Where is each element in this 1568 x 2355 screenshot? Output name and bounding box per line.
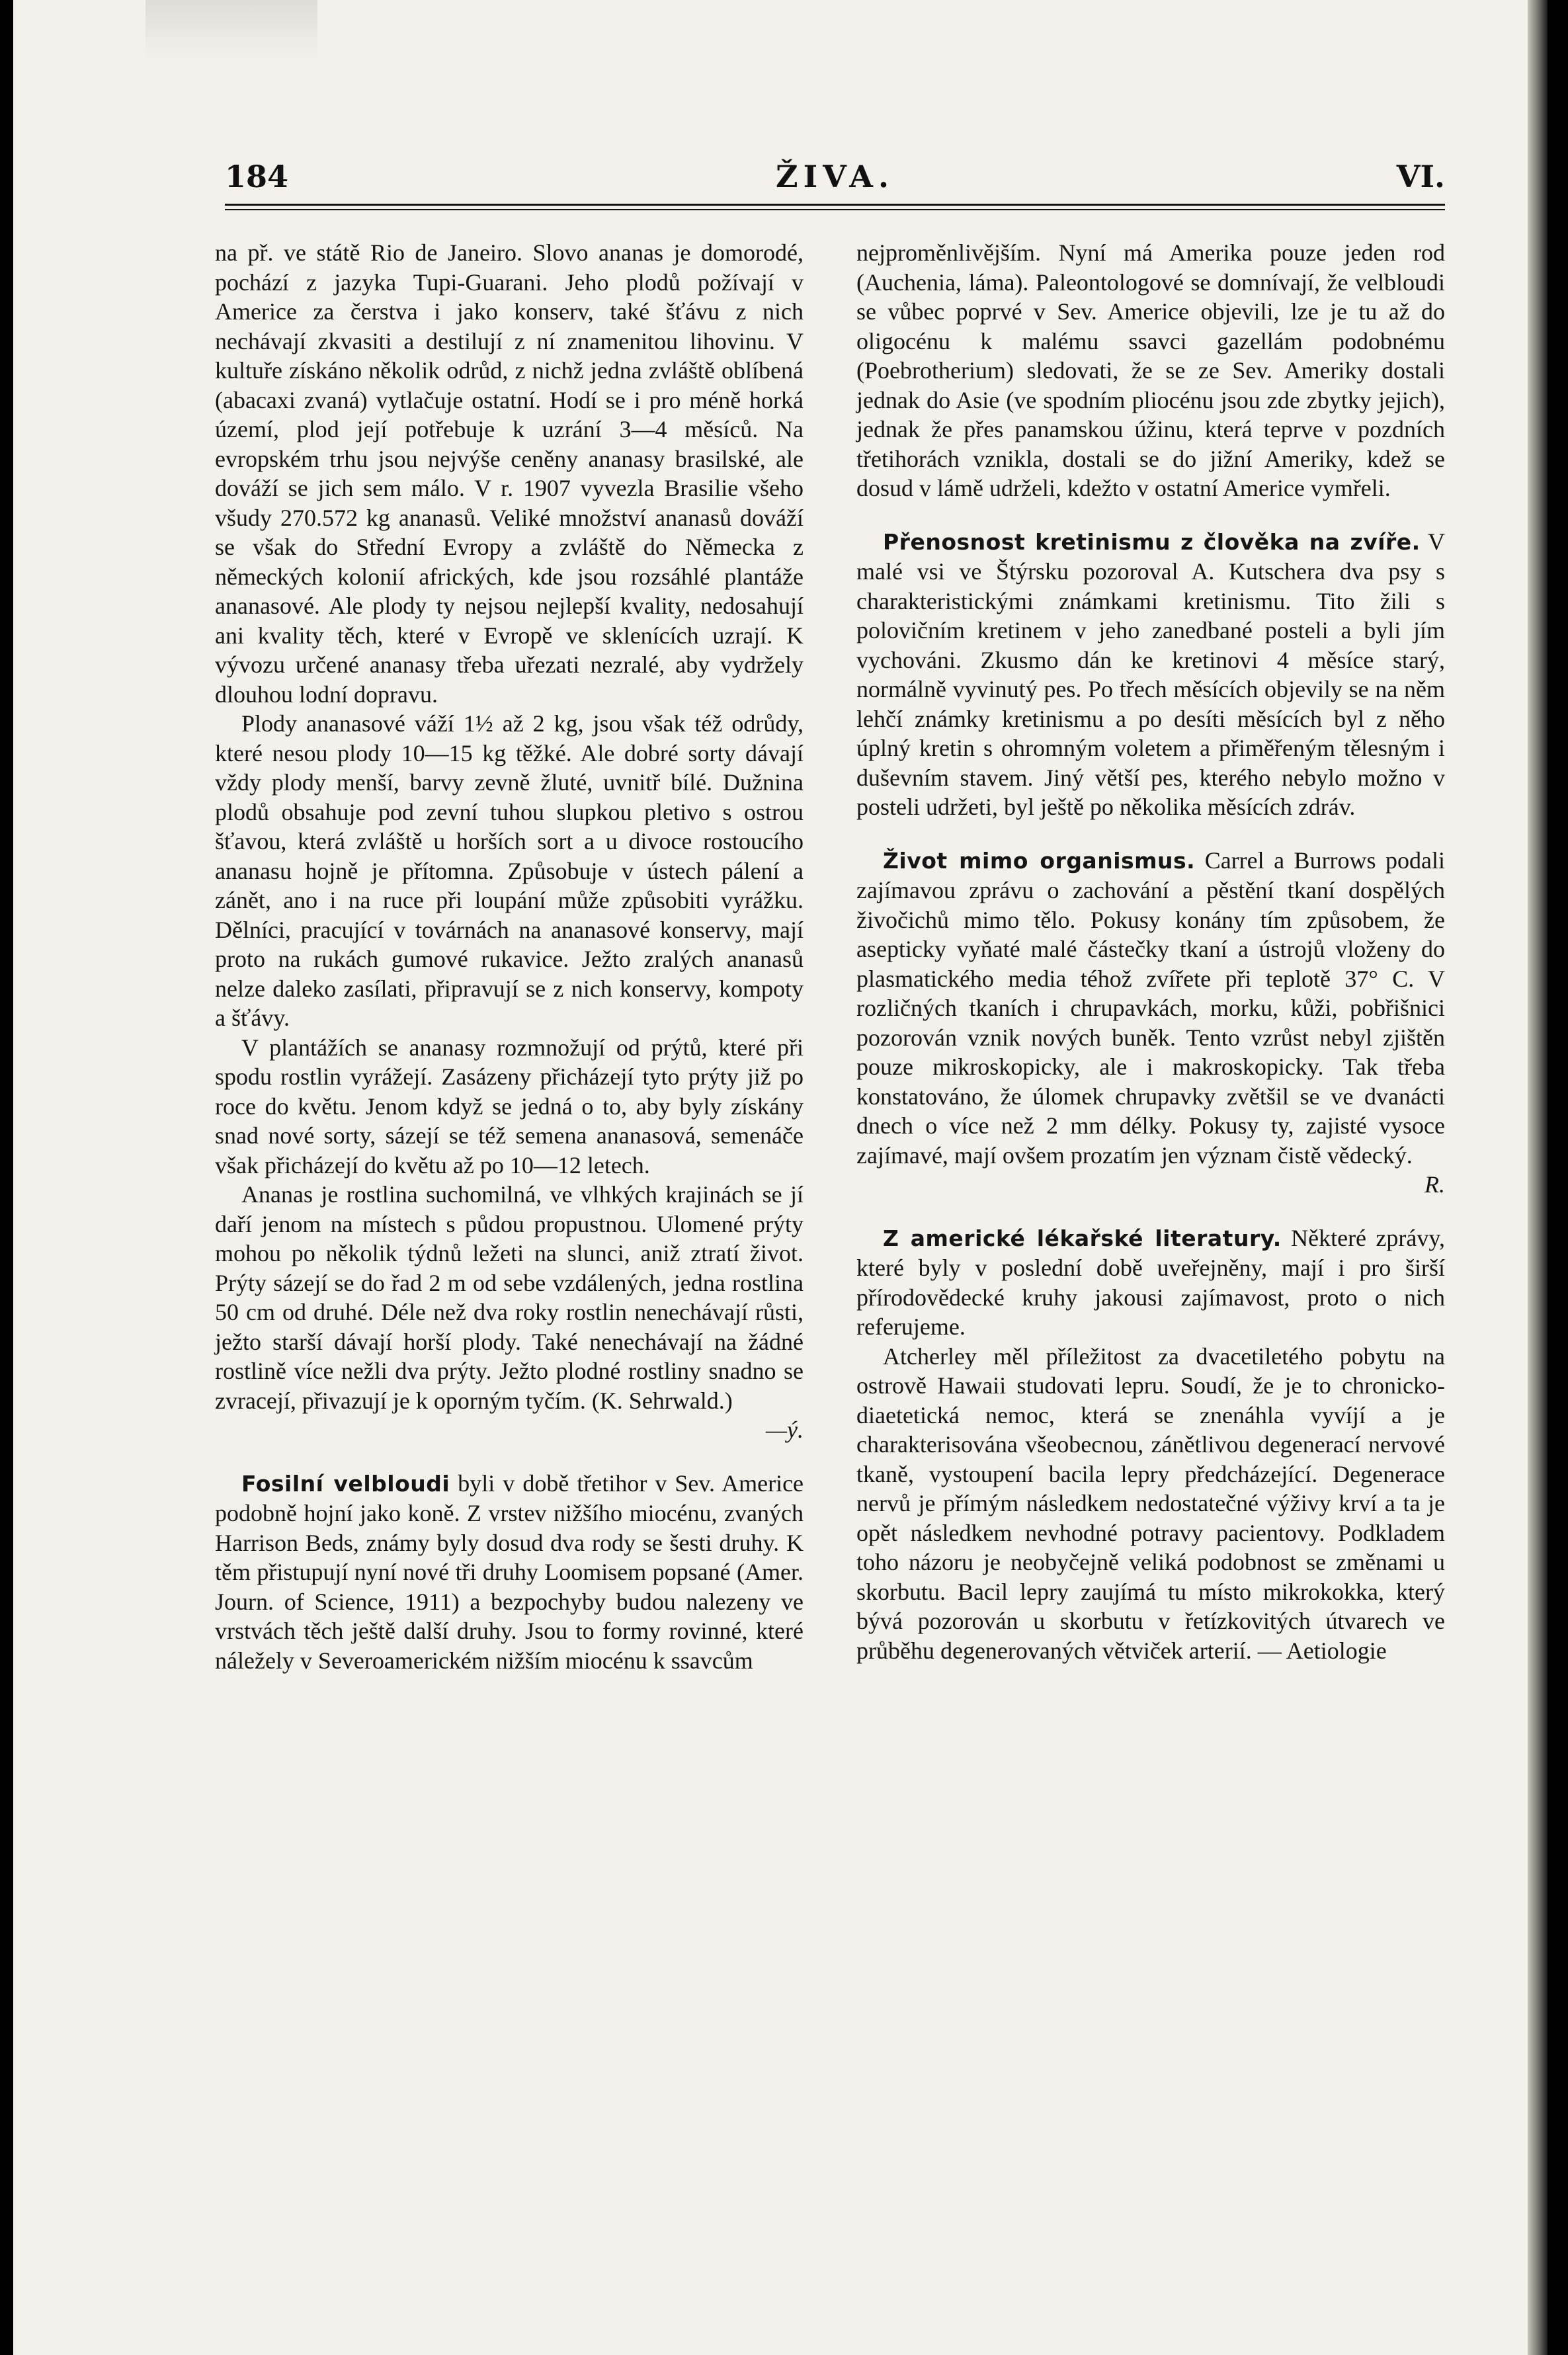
right-column — [856, 238, 1445, 1665]
tissue-culture-paragraph — [856, 846, 1445, 1200]
cretinism-heading: Přenosnost kretinismu z člověka na zvíře. — [883, 528, 1421, 555]
pineapple-paragraph-3: V plantážích se ananasy rozmnožují od prýtů, které při spodu rostlin vyrážejí. Zasázeny přicházejí tyto prýty již po roce do květu. Jenom když se jedná o to, aby byly získány snad nové sorty, sázejí se též semena ananasová, semenáče však přicházejí do květu až po 10—12 letech. — [215, 1034, 804, 1178]
page-edge-shadow — [1528, 0, 1547, 2355]
tissue-culture-heading: Život mimo organismus. — [883, 847, 1196, 874]
fossil-camels-paragraph — [215, 1469, 804, 1676]
medical-literature-heading: Z americké lékařské literatury. — [883, 1225, 1282, 1251]
fossil-camels-heading: Fosilní velbloudi — [241, 1470, 450, 1497]
pineapple-paragraph-1: na př. ve státě Rio de Janeiro. Slovo ananas je domorodé, pochází z jazyka Tupi-Guarani. Jeho plodů požívají v Americe za čerstva i jako konserv, také šťávu z nich nechávají zkvasiti a destilují z ní znamenitou lihovinu. V kultuře získáno několik odrůd, z nichž jedna zvláště oblíbená (abacaxi zvaná) vytlačuje ostatní. Hodí se i pro méně horká území, plod její potřebuje k uzrání 3—4 měsíců. Na evropském trhu jsou nejvýše ceněny ananasy brasilské, ale dováží se jich sem málo. V r. 1907 vyvezla Brasilie všeho všudy 270.572 kg ananasů. Veliké množství ananasů dováží se však do Střední Evropy a zvláště do Německa z německých kolonií afrických, kde jsou rozsáhlé plantáže ananasové. Ale plody ty nejsou nejlepší kvality, nedosahují ani kvality těch, které v Evropě ve sklenících uzrají. K vývozu určené ananasy třeba uřezati nezralé, aby vydržely dlouhou lodní dopravu. — [215, 239, 804, 708]
volume-number: VI. — [1396, 159, 1445, 194]
cretinism-text: V malé vsi ve Štýrsku pozoroval A. Kutschera dva psy s charakteristickými známkami kretinismu. Tito žili s polovičním kretinem v jeho zanedbané posteli a byli jím vychováni. Zkusmo dán ke kretinovi 4 měsíce starý, normálně vyvinutý pes. Po třech měsících objevily se na něm lehčí známky kretinismu a po desíti měsících byl z něho úplný kretin s ohromným voletem a přiměřeným tělesným i duševním stavem. Jiný větší pes, kterého nebylo možno v posteli udržeti, byl ještě po několika měsících zdráv. — [856, 528, 1446, 820]
tissue-culture-text: Carrel a Burrows podali zajímavou zprávu o zachování a pěstění tkaní dospělých živočichů mimo tělo. Pokusy konány tím způsobem, že asepticky vyňaté malé částečky tkaní a ústrojů vloženy do plasmatického media téhož zvířete při teplotě 37° C. V rozličných tkaních i chrupavkách, morku, kůži, pobřišnici pozorován vznik nových buněk. Tento vzrůst nebyl zjištěn pouze mikroskopicky, ale i makroskopicky. Tak třeba konstatováno, že úlomek chrupavky zvětšil se ve dvanácti dnech o více než 2 mm délky. Pokusy ty, zajisté vysoce zajímavé, mají ovšem prozatím jen význam čistě vědecký. — [856, 847, 1445, 1169]
scan-smudge — [145, 0, 317, 60]
pineapple-paragraph-2: Plody ananasové váží 1½ až 2 kg, jsou však též odrůdy, které nesou plody 10—15 kg těžké. Ale dobré sorty dávají vždy plody menší, barvy zevně žluté, uvnitř bílé. Dužnina plodů obsahuje pod zevní tuhou slupkou pletivo s ostrou šťavou, která zvláště u horších sort a u divoce rostoucího ananasu hojně je přítomna. Způsobuje v ústech pálení a zánět, ano i na ruce při loupání může způsobiti vyrážku. Dělníci, pracující v továrnách na ananasové konservy, mají proto na rukách gumové rukavice. Ježto zralých ananasů nelze daleko zasílati, připravují se z nich konservy, kompoty a šťávy. — [215, 710, 804, 1031]
tissue-culture-signature: R. — [1424, 1171, 1445, 1198]
leprosy-paragraph: Atcherley měl příležitost za dvacetiletého pobytu na ostrově Hawaii studovati lepru. Soudí, že je to chronicko-diaetetická nemoc, která se znenáhla vyvíjí a je charakterisována všeobecnou, zánětlivou degenerací nervové tkaně, vystoupení bacila lepry předcházející. Degenerace nervů je přímým následkem nedostatečné výživy krví a ta je opět následkem nevhodné potravy pacientovy. Podkladem toho názoru je neobyčejně veliká podobnost se změnami u skorbutu. Bacil lepry zaujímá tu místo mikrokokka, který bývá pozorován u skorbutu v řetízkovitých útvarech ve průběhu degenerovaných větviček arterií. — Aetiologie — [856, 1343, 1445, 1664]
cretinism-paragraph — [856, 527, 1445, 822]
fossil-camels-text: byli v době třetihor v Sev. Americe podobně hojní jako koně. Z vrstev nižšího miocénu, zvaných Harrison Beds, známy byly dosud dva rody se šesti druhy. K těm přistupují nyní nové tři druhy Loomisem popsané (Amer. Journ. of Science, 1911) a bezpochyby budou nalezeny ve vrstvách těch ještě další druhy. Jsou to formy rovinné, které náležely v Severoamerickém nižším miocénu k ssavcům — [215, 1469, 804, 1674]
header-rule — [225, 204, 1445, 210]
journal-title: ŽIVA. — [776, 159, 894, 194]
page-number: 184 — [225, 159, 289, 194]
scanned-page — [13, 0, 1547, 2355]
pineapple-signature: —ý. — [766, 1417, 804, 1443]
medical-literature-text: Některé zprávy, které byly v poslední době uveřejněny, mají i pro širší přírodovědecké kruhy jakousi zajímavost, proto o nich referujeme. — [856, 1224, 1445, 1340]
pineapple-paragraph-4-text: Ananas je rostlina suchomilná, ve vlhkých krajinách se jí daří jenom na místech s půdou propustnou. Ulomené prýty mohou po několik týdnů ležeti na slunci, aniž ztratí život. Prýty sázejí se do řad 2 m od sebe vzdálených, jedna rostlina 50 cm od druhé. Déle než dva roky rostlin nenechávají růsti, ježto starší dávají horší plody. Také nenechávají na žádné rostlině více nežli dva prýty. Ježto plodné rostliny snadno se zvracejí, přivazují je k oporným tyčím. (K. Sehrwald.) — [215, 1181, 804, 1414]
medical-literature-paragraph — [856, 1223, 1445, 1342]
left-column — [215, 238, 804, 1675]
pineapple-paragraph-4 — [215, 1180, 804, 1445]
camels-continuation: nejproměnlivějším. Nyní má Amerika pouze jeden rod (Auchenia, láma). Paleontologové se domnívají, že velbloudi se vůbec poprvé v Sev. Americe objevili, lze je tu až do oligocénu k malému ssavci gazellám podobnému (Poebrotherium) sledovati, že se ze Sev. Ameriky dostali jednak do Asie (ve spodním pliocénu jsou zde zbytky jejich), jednak že přes panamskou úžinu, která teprve v pozdních třetihorách vznikla, dostali se do jižní Ameriky, kdež se dosud v lámě udrželi, kdežto v ostatní Americe vymřeli. — [856, 239, 1445, 501]
